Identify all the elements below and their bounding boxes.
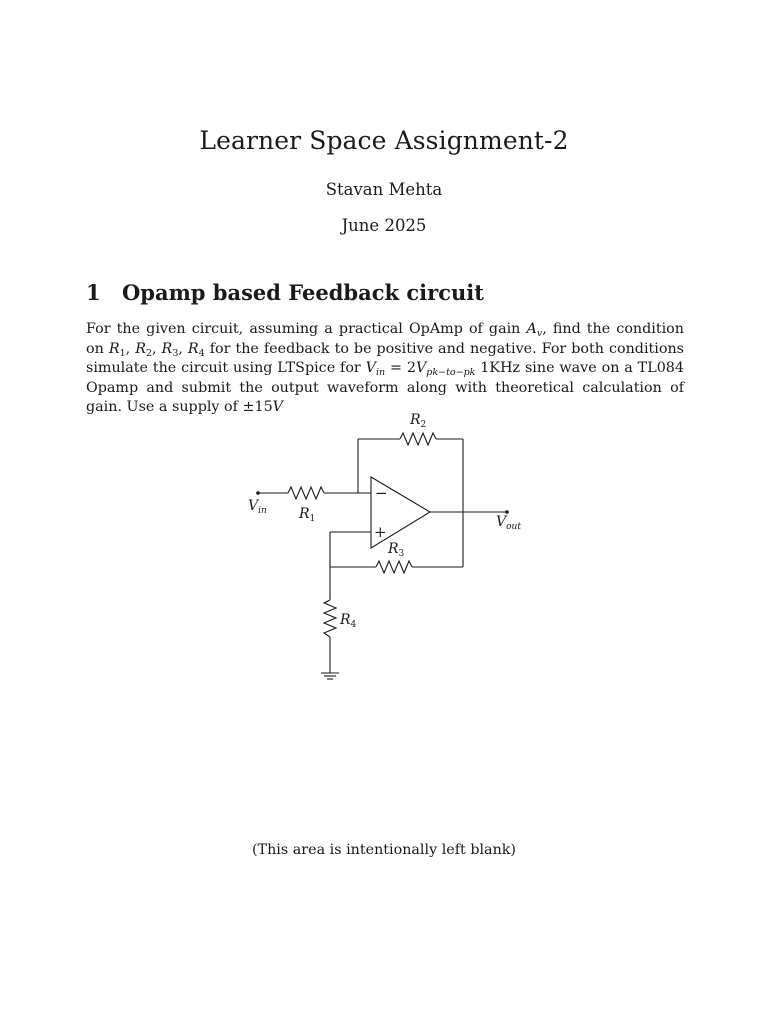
math-symbol: R (108, 340, 120, 357)
body-text: , find the condition on (86, 321, 684, 357)
body-text: , (178, 340, 188, 357)
math-subscript: v (536, 328, 543, 339)
author-name: Stavan Mehta (325, 180, 443, 199)
math-symbol: R (187, 340, 199, 357)
resistor-r2 (400, 433, 436, 445)
label-r4: $R_4$ (340, 612, 357, 630)
body-text: = 2 (385, 360, 416, 376)
paper-date: June 2025 (341, 216, 427, 235)
label-vin: $V_{in}$ (248, 498, 267, 516)
resistor-r4 (324, 600, 336, 637)
math-symbol: V (415, 360, 427, 376)
math-symbol: V (365, 360, 376, 376)
blank-area-caption: (This area is intentionally left blank) (251, 842, 517, 858)
body-text: 1KHz sine wave on a TL084 Opamp and submit the output waveform along with theoretical calculation of gain. Use a supply of ±15 (86, 360, 684, 415)
section-number: 1 (86, 280, 101, 305)
body-text: , (152, 340, 162, 357)
math-symbol: R (161, 340, 173, 357)
math-subscript: 4 (198, 347, 205, 359)
math-symbol: V (272, 399, 283, 415)
math-subscript: 2 (145, 347, 152, 359)
label-r3: $R_3$ (388, 541, 405, 559)
label-vout: $V_{out}$ (496, 514, 521, 532)
opamp-plus-sign: + (374, 523, 387, 541)
section-title: Opamp based Feedback circuit (122, 280, 484, 305)
resistor-r1 (288, 487, 324, 499)
body-text: for the feedback to be positive and negative. For both conditions simulate the circuit using LTSpice for (86, 340, 684, 376)
resistor-r3 (376, 561, 412, 573)
label-r2: $R_2$ (410, 412, 427, 430)
math-subscript: 1 (119, 347, 126, 359)
paper-title: Learner Space Assignment-2 (199, 126, 569, 155)
vin-terminal (256, 491, 260, 495)
math-subscript: 3 (172, 347, 179, 359)
math-subscript: pk−to−pk (426, 367, 476, 378)
math-symbol: R (135, 340, 146, 357)
body-text: , (125, 340, 136, 357)
opamp-minus-sign: − (375, 484, 388, 502)
label-r1: $R_1$ (299, 506, 316, 524)
math-subscript: in (375, 367, 386, 378)
body-text: For the given circuit, assuming a practical OpAmp of gain (86, 321, 527, 337)
math-symbol: A (526, 321, 537, 337)
